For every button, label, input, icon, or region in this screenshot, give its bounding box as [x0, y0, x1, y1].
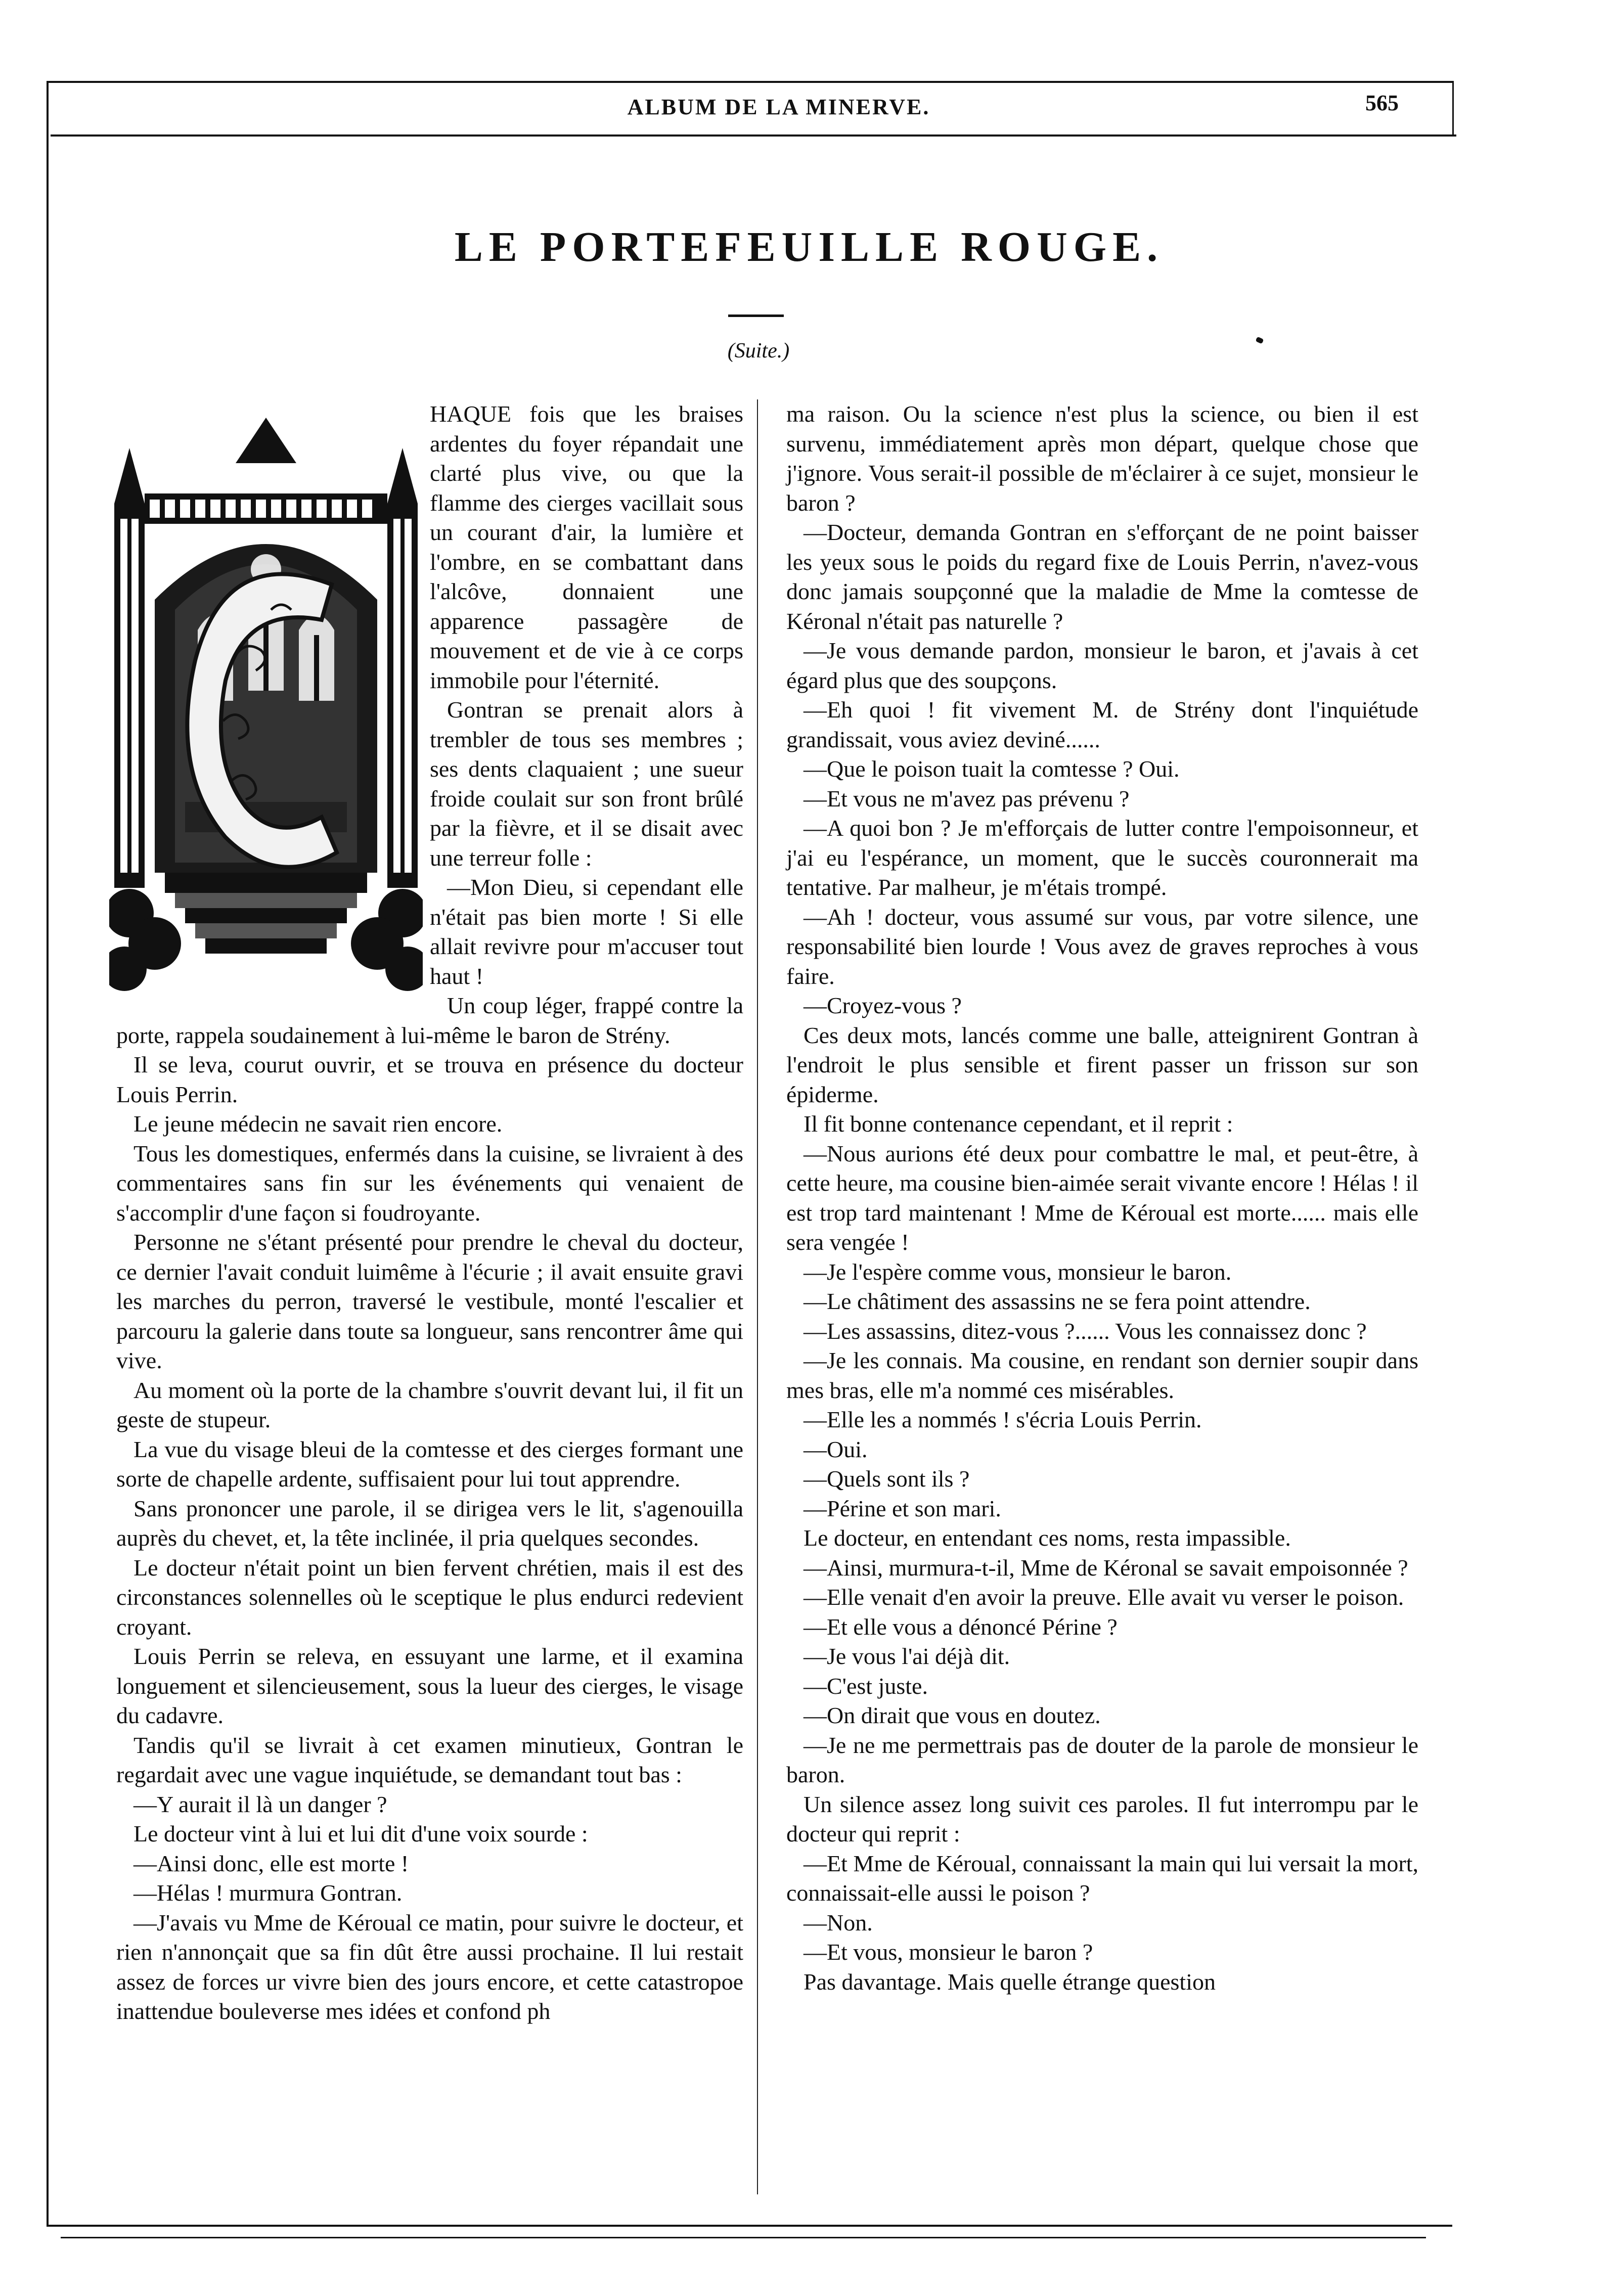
right-column-paragraph: —Et elle vous a dénoncé Périne ? [804, 1613, 1118, 1640]
right-column-paragraph: Un silence assez long suivit ces paroles. Il fut interrompu par le docteur qui reprit : [786, 1791, 1418, 1847]
page-frame-bottom-rule-inner [61, 2237, 1426, 2238]
page-frame-bottom-rule [47, 2225, 1452, 2227]
right-column-paragraph: —Non. [804, 1909, 873, 1935]
right-column-paragraph: —Je vous l'ai déjà dit. [804, 1643, 1010, 1669]
right-column-paragraph: —Nous aurions été deux pour combattre le mal, et peut-être, à cette heure, ma cousine bien-aimée serait vivante encore ! Hélas ! il est trop tard maintenant ! Mme de Kéroual est morte...... mais elle sera vengée ! [786, 1140, 1418, 1255]
right-column-paragraph: —Les assassins, ditez-vous ?...... Vous les connaissez donc ? [804, 1318, 1367, 1344]
right-column-paragraph: —Ainsi, murmura-t-il, Mme de Kéronal se savait empoisonnée ? [804, 1554, 1408, 1581]
right-column-paragraph: —Le châtiment des assassins ne se fera point attendre. [804, 1288, 1311, 1314]
right-column-paragraph: —Je l'espère comme vous, monsieur le baron. [804, 1258, 1232, 1285]
right-column-paragraph: —Croyez-vous ? [804, 993, 962, 1018]
right-column [786, 399, 1418, 1997]
title-rule [728, 314, 784, 317]
left-column-paragraph: Le docteur n'était point un bien fervent chrétien, mais il est des circonstances solennelles où le sceptique le plus endurci redevient croyant. [116, 1554, 743, 1640]
left-column-paragraph: Tandis qu'il se livrait à cet examen minutieux, Gontran le regardait avec une vague inquiétude, se demandant tout bas : [116, 1732, 743, 1787]
right-column-paragraph: —C'est juste. [804, 1673, 928, 1699]
article-title: LE PORTEFEUILLE ROUGE. [454, 223, 1164, 271]
drop-cap-illustration [109, 418, 423, 992]
right-column-paragraph: —Elle venait d'en avoir la preuve. Elle avait vu verser le poison. [804, 1584, 1404, 1610]
left-column-paragraph: Sans prononcer une parole, il se dirigea vers le lit, s'agenouilla auprès du chevet, et, la tête inclinée, il pria quelques secondes. [116, 1495, 743, 1551]
right-column-paragraph: —Je les connais. Ma cousine, en rendant son dernier soupir dans mes bras, elle m'a nommé ces misérables. [786, 1347, 1418, 1403]
right-column-paragraph: Pas davantage. Mais quelle étrange question [804, 1968, 1216, 1995]
right-column-paragraph: —Et vous, monsieur le baron ? [804, 1939, 1093, 1965]
right-column-paragraph: —Je vous demande pardon, monsieur le baron, et j'avais à cet égard plus que des soupçons. [786, 638, 1418, 693]
header-rule [51, 134, 1456, 137]
left-column-paragraph: Louis Perrin se releva, en essuyant une larme, et il examina longuement et silencieusement, sous la lueur des cierges, le visage du cadavre. [116, 1643, 743, 1728]
left-column-paragraph: —J'avais vu Mme de Kéroual ce matin, pour suivre le docteur, et rien n'annonçait que sa fin dût être aussi prochaine. Il lui restait assez de forces ur vivre bien des jours encore, et cette catastropoe inattendue bouleverse mes idées et confond ph [116, 1909, 743, 2024]
left-column-paragraph: Au moment où la porte de la chambre s'ouvrit devant lui, il fit un geste de stupeur. [116, 1377, 743, 1432]
column-divider [757, 399, 758, 2194]
right-column-paragraph: —Périne et son mari. [804, 1495, 1001, 1521]
left-column-paragraph: La vue du visage bleui de la comtesse et des cierges formant une sorte de chapelle ardente, suffisaient pour lui tout apprendre. [116, 1436, 743, 1492]
right-column-paragraph: Ces deux mots, lancés comme une balle, atteignirent Gontran à l'endroit le plus sensible et firent passer un frisson sur son épiderme. [786, 1022, 1418, 1107]
left-column-paragraph: Un coup léger, frappé contre la porte, rappela soudainement à lui-même le baron de Strény. [116, 993, 743, 1048]
gothic-chapel-drop-cap-icon [109, 418, 423, 992]
right-column-paragraph: —On dirait que vous en doutez. [804, 1702, 1101, 1728]
left-column-paragraph: HAQUE fois que les braises ardentes du foyer répandait une clarté plus vive, ou que la flamme des cierges vacillait sous un courant d'air, la lumière et l'ombre, en se combattant dans l'alcôve, donnaient une apparence passagère de mouvement et de vie à ce corps immobile pour l'éternité. [430, 401, 743, 693]
right-column-paragraph: Le docteur, en entendant ces noms, resta impassible. [804, 1525, 1291, 1551]
left-column-paragraph: Tous les domestiques, enfermés dans la cuisine, se livraient à des commentaires sans fin sur les événements qui venaient de s'accomplir d'une façon si foudroyante. [116, 1140, 743, 1226]
right-column-paragraph: —A quoi bon ? Je m'efforçais de lutter contre l'empoisonneur, et j'ai eu l'espérance, un moment, que le succès couronnerait ma tentative. Par malheur, je m'étais trompé. [786, 815, 1418, 900]
left-column-paragraph: Personne ne s'étant présenté pour prendre le cheval du docteur, ce dernier l'avait conduit luimême à l'écurie ; il avait ensuite gravi les marches du perron, traversé le vestibule, monté l'escalier et parcouru la galerie dans toute sa longueur, sans rencontrer âme qui vive. [116, 1229, 743, 1373]
right-column-paragraph: —Docteur, demanda Gontran en s'efforçant de ne point baisser les yeux sous le poids du regard fixe de Louis Perrin, n'avez-vous donc jamais soupçonné que la maladie de Mme la comtesse de Kéronal n'était pas naturelle ? [786, 519, 1418, 634]
right-column-paragraph: —Et vous ne m'avez pas prévenu ? [804, 785, 1130, 812]
left-column-paragraph: Gontran se prenait alors à trembler de tous ses membres ; ses dents claquaient ; une sueur froide coulait sur son front brûlé par la fièvre, et il se disait avec une terreur folle : [430, 697, 743, 871]
right-column-paragraph: —Eh quoi ! fit vivement M. de Strény dont l'inquiétude grandissait, vous aviez deviné...... [786, 697, 1418, 752]
page-frame-right-rule [1452, 81, 1454, 137]
left-column-paragraph: Le docteur vint à lui et lui dit d'une voix sourde : [133, 1821, 588, 1847]
right-column-text [786, 399, 1418, 1997]
ink-speck [1256, 337, 1264, 344]
right-column-paragraph: —Oui. [804, 1436, 868, 1462]
left-column [116, 399, 743, 2027]
left-column-paragraph: —Ainsi donc, elle est morte ! [133, 1850, 409, 1876]
page-frame-left-rule [47, 81, 49, 2225]
right-column-paragraph: Il fit bonne contenance cependant, et il reprit : [804, 1111, 1233, 1137]
left-column-paragraph: Il se leva, courut ouvrir, et se trouva en présence du docteur Louis Perrin. [116, 1052, 743, 1107]
running-head: ALBUM DE LA MINERVE. [627, 95, 930, 119]
right-column-paragraph: —Et Mme de Kéroual, connaissant la main qui lui versait la mort, connaissait-elle aussi le poison ? [786, 1850, 1418, 1906]
left-column-paragraph: Le jeune médecin ne savait rien encore. [133, 1111, 503, 1137]
left-column-paragraph: —Hélas ! murmura Gontran. [133, 1880, 403, 1906]
left-column-paragraph: —Mon Dieu, si cependant elle n'était pas bien morte ! Si elle allait revivre pour m'accuser tout haut ! [430, 874, 743, 989]
article-subtitle: (Suite.) [727, 339, 790, 363]
page-number: 565 [1365, 91, 1399, 115]
left-column-paragraph: —Y aurait il là un danger ? [133, 1791, 387, 1817]
right-column-paragraph: —Que le poison tuait la comtesse ? Oui. [804, 756, 1180, 782]
right-column-paragraph: ma raison. Ou la science n'est plus la science, ou bien il est survenu, immédiatement après mon départ, quelque chose que j'ignore. Vous serait-il possible de m'éclairer à ce sujet, monsieur le baron ? [786, 401, 1418, 516]
right-column-paragraph: —Ah ! docteur, vous assumé sur vous, par votre silence, une responsabilité bien lourde ! Vous avez de graves reproches à vous faire. [786, 904, 1418, 989]
right-column-paragraph: —Quels sont ils ? [804, 1466, 970, 1492]
page-frame-top-rule [47, 81, 1453, 83]
right-column-paragraph: —Je ne me permettrais pas de douter de la parole de monsieur le baron. [786, 1732, 1418, 1787]
right-column-paragraph: —Elle les a nommés ! s'écria Louis Perrin. [804, 1407, 1202, 1432]
